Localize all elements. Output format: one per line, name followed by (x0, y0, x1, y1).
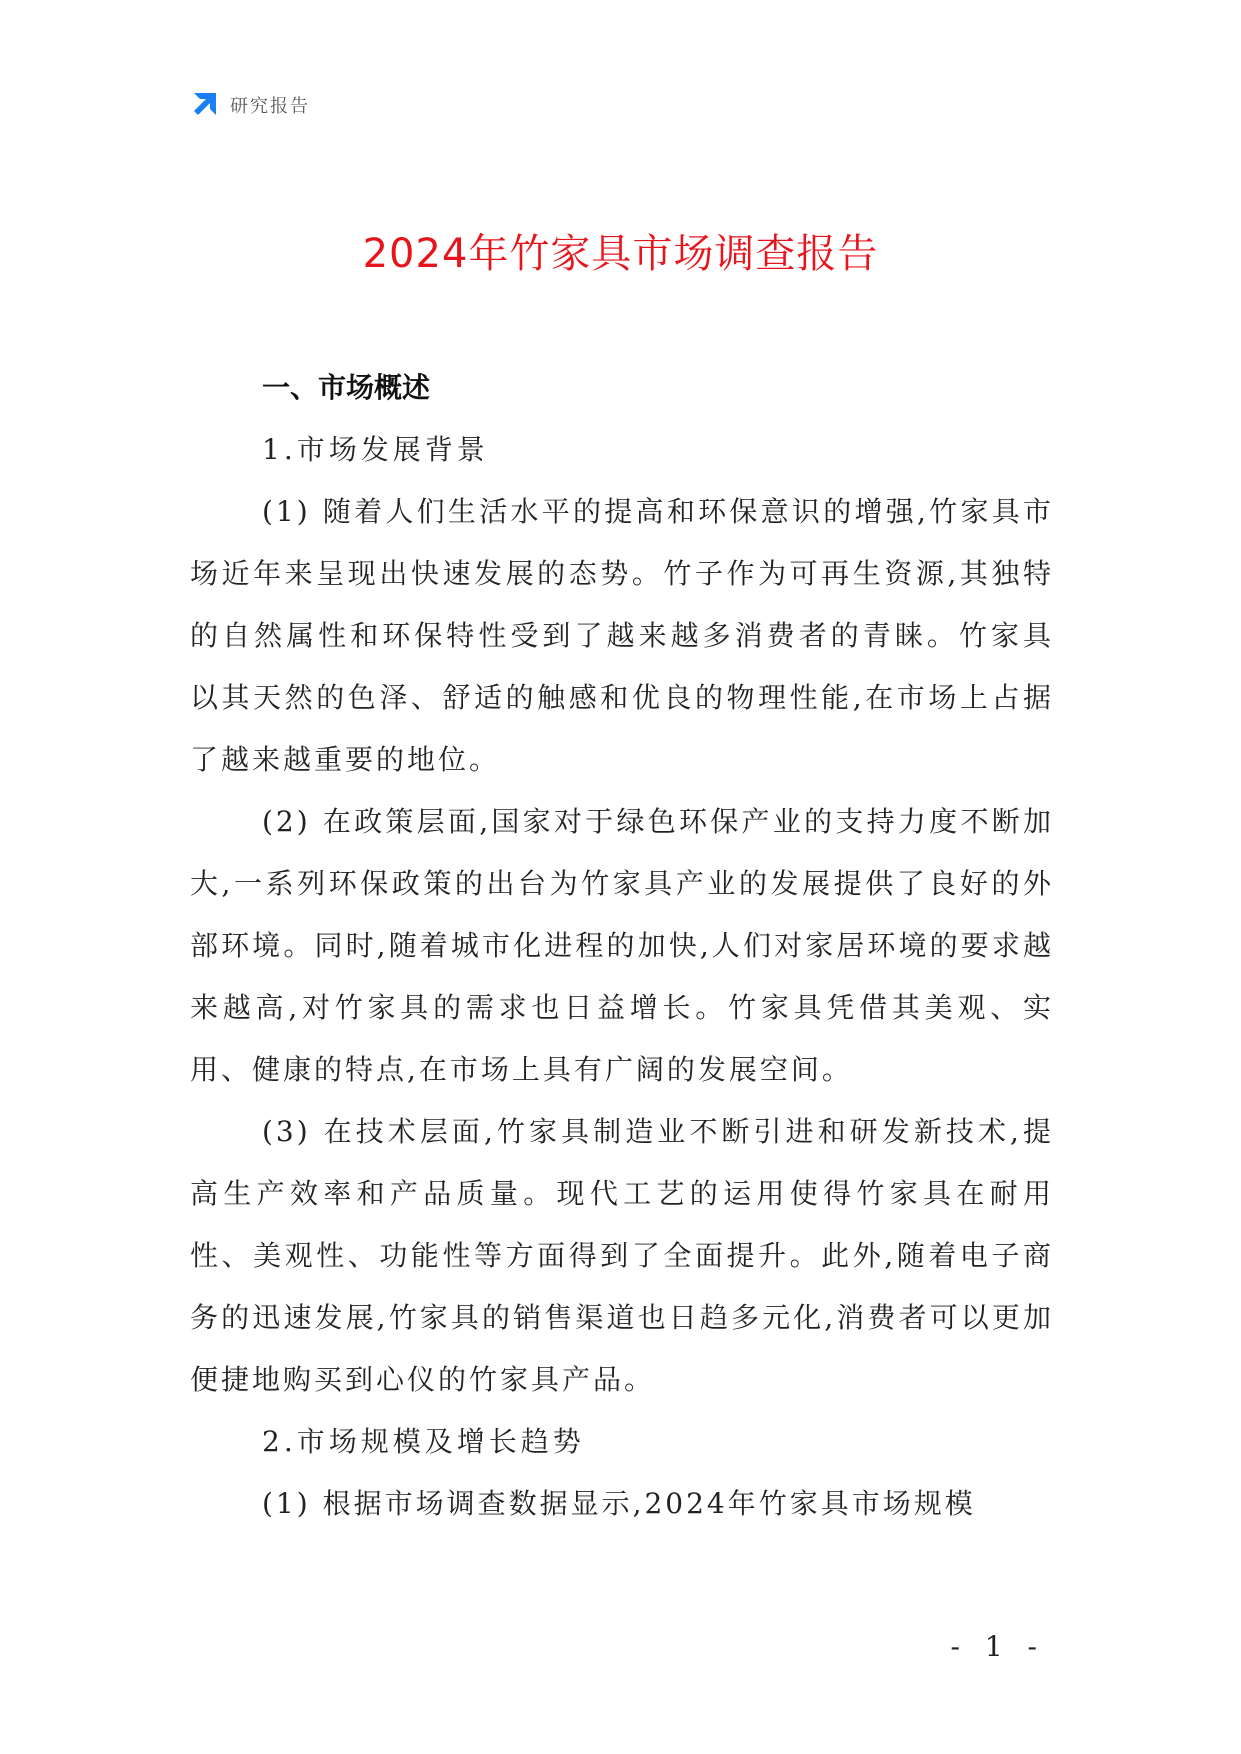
document-title: 2024年竹家具市场调查报告 (362, 231, 879, 277)
paragraph: (1) 随着人们生活水平的提高和环保意识的增强,竹家具市场近年来呈现出快速发展的态势。竹子作为可再生资源,其独特的自然属性和环保特性受到了越来越多消费者的青睐。竹家具以其天然的色泽、舒适的触感和优良的物理性能,在市场上占据了越来越重要的地位。 (190, 495, 1054, 776)
page-number: - 1 - (950, 1630, 1045, 1663)
section-heading: 一、市场概述 (262, 371, 431, 404)
header-label: 研究报告 (230, 96, 310, 117)
paragraph: (2) 在政策层面,国家对于绿色环保产业的支持力度不断加大,一系列环保政策的出台为竹家具产业的发展提供了良好的外部环境。同时,随着城市化进程的加快,人们对家居环境的要求越来越高,对竹家具的需求也日益增长。竹家具凭借其美观、实用、健康的特点,在市场上具有广阔的发展空间。 (190, 805, 1054, 1086)
subsection-heading: 2.市场规模及增长趋势 (262, 1425, 585, 1458)
document-body (190, 357, 1054, 1535)
paragraph: (3) 在技术层面,竹家具制造业不断引进和研发新技术,提高生产效率和产品质量。现代工艺的运用使得竹家具在耐用性、美观性、功能性等方面得到了全面提升。此外,随着电子商务的迅速发展,竹家具的销售渠道也日趋多元化,消费者可以更加便捷地购买到心仪的竹家具产品。 (190, 1115, 1054, 1396)
subsection-heading: 1.市场发展背景 (262, 433, 489, 466)
report-header (188, 88, 310, 122)
paragraph: (1) 根据市场调查数据显示,2024年竹家具市场规模 (262, 1487, 976, 1520)
arrow-up-right-icon (188, 89, 220, 121)
